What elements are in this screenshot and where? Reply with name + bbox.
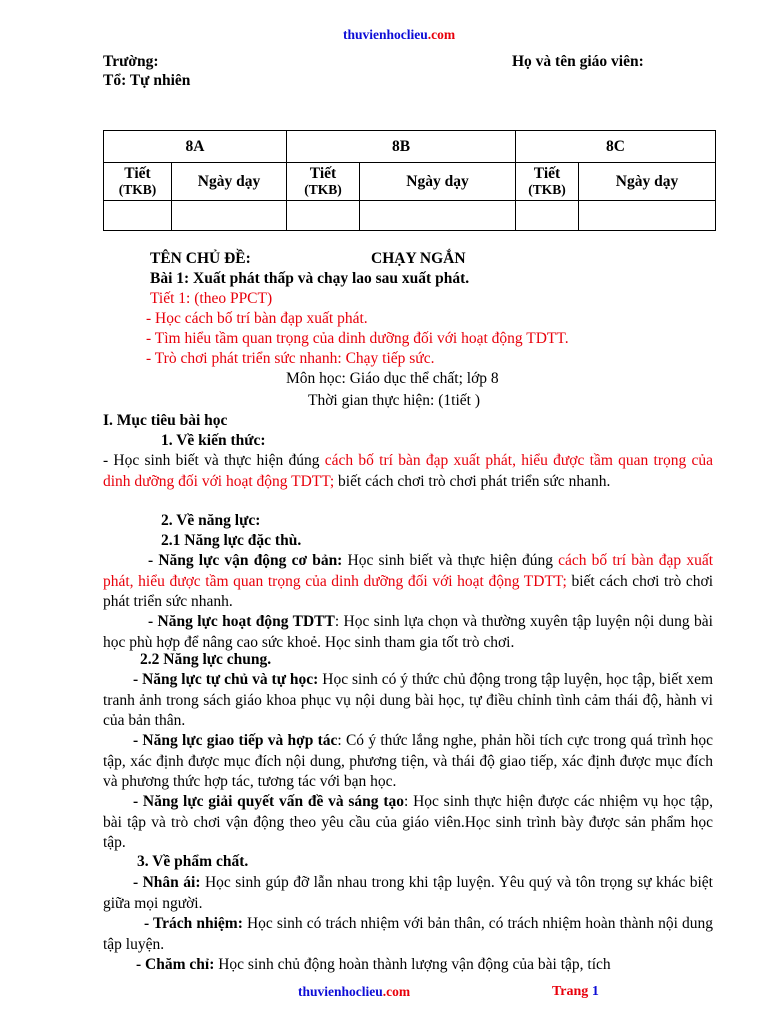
competency-paragraph: - Năng lực tự chủ và tự học: Học sinh có ý thức chủ động trong tập luyện, học tập, biết xem tranh ảnh trong sách giáo khoa phục vụ nội dung bài học, tự điều chỉnh tình cảm thái độ, hành vi của bản thân. xyxy=(103,671,714,729)
teacher-label: Họ và tên giáo viên: xyxy=(512,53,644,70)
footer-site-name: thuvienhoclieu.com xyxy=(298,984,411,999)
empty-cell xyxy=(360,201,516,231)
page-number: Trang 1 xyxy=(552,984,599,999)
class-header: 8B xyxy=(287,131,516,163)
subsection-heading: 1. Về kiến thức: xyxy=(161,432,266,449)
col-date: Ngày dạy xyxy=(360,163,516,201)
group-label: Tổ: Tự nhiên xyxy=(103,72,191,89)
schedule-table xyxy=(103,130,716,231)
quality-paragraph: - Trách nhiệm: Học sinh có trách nhiệm với bản thân, có trách nhiệm hoàn thành nội dung tập luyện. xyxy=(103,915,713,953)
header-site-name: thuvienhoclieu.com xyxy=(343,27,456,42)
class-header: 8A xyxy=(104,131,287,163)
topic-label: TÊN CHỦ ĐỀ: xyxy=(150,250,251,267)
subject-info: Môn học: Giáo dục thể chất; lớp 8 xyxy=(286,370,499,387)
content-item: - Trò chơi phát triển sức nhanh: Chạy tiếp sức. xyxy=(146,350,435,367)
col-date: Ngày dạy xyxy=(579,163,716,201)
school-label: Trường: xyxy=(103,53,159,70)
empty-cell xyxy=(516,201,579,231)
empty-cell xyxy=(287,201,360,231)
knowledge-paragraph: - Học sinh biết và thực hiện đúng cách bố trí bàn đạp xuất phát, hiểu được tầm quan trọng của dinh dưỡng đối với hoạt động TDTT; biết cách chơi trò chơi phát triển sức nhanh. xyxy=(103,452,714,490)
col-tiet: Tiết (TKB) xyxy=(516,163,579,201)
duration-info: Thời gian thực hiện: (1tiết ) xyxy=(308,392,480,409)
subsection-heading: 2.2 Năng lực chung. xyxy=(140,651,272,668)
col-tiet: Tiết (TKB) xyxy=(104,163,172,201)
empty-cell xyxy=(579,201,716,231)
content-item: - Tìm hiểu tầm quan trọng của dinh dưỡng đối với hoạt động TDTT. xyxy=(146,330,569,347)
col-date: Ngày dạy xyxy=(172,163,287,201)
subsection-heading: 2.1 Năng lực đặc thù. xyxy=(161,532,302,549)
section-heading: I. Mục tiêu bài học xyxy=(103,412,228,429)
competency-paragraph: - Năng lực vận động cơ bản: Học sinh biết và thực hiện đúng cách bố trí bàn đạp xuất phát, hiểu được tầm quan trọng của dinh dưỡng đối với hoạt động TDTT; biết cách chơi trò chơi phát triển sức nhanh. xyxy=(103,552,714,610)
competency-paragraph: - Năng lực giải quyết vấn đề và sáng tạo: Học sinh thực hiện được các nhiệm vụ học tập, bài tập và trò chơi vận động theo yêu cầu của giáo viên.Học sinh trình bày được sản phẩm học tập. xyxy=(103,793,714,851)
quality-paragraph: - Nhân ái: Học sinh gúp đỡ lẫn nhau trong khi tập luyện. Yêu quý và tôn trọng sự khác biệt giữa mọi người. xyxy=(103,874,713,912)
empty-cell xyxy=(104,201,172,231)
empty-cell xyxy=(172,201,287,231)
class-header: 8C xyxy=(516,131,716,163)
subsection-heading: 3. Về phẩm chất. xyxy=(137,853,249,870)
quality-paragraph: - Chăm chỉ: Học sinh chủ động hoàn thành lượng vận động của bài tập, tích xyxy=(136,956,611,973)
col-tiet: Tiết (TKB) xyxy=(287,163,360,201)
lesson-title: Bài 1: Xuất phát thấp và chạy lao sau xuất phát. xyxy=(150,270,470,287)
topic-value: CHẠY NGẮN xyxy=(371,250,466,267)
period-info: Tiết 1: (theo PPCT) xyxy=(150,290,273,307)
content-item: - Học cách bố trí bàn đạp xuất phát. xyxy=(146,310,368,327)
competency-paragraph: - Năng lực hoạt động TDTT: Học sinh lựa chọn và thường xuyên tập luyện nội dung bài học phù hợp để nâng cao sức khoẻ. Học sinh tham gia tốt trò chơi. xyxy=(103,613,713,651)
competency-paragraph: - Năng lực giao tiếp và hợp tác: Có ý thức lắng nghe, phản hồi tích cực trong quá trình học tập, xác định được mục đích nội dung, phương tiện, và thái độ giao tiếp, xác định được mục đích và phương thức hợp tác, tương tác với bạn học. xyxy=(103,732,714,790)
subsection-heading: 2. Về năng lực: xyxy=(161,512,261,529)
